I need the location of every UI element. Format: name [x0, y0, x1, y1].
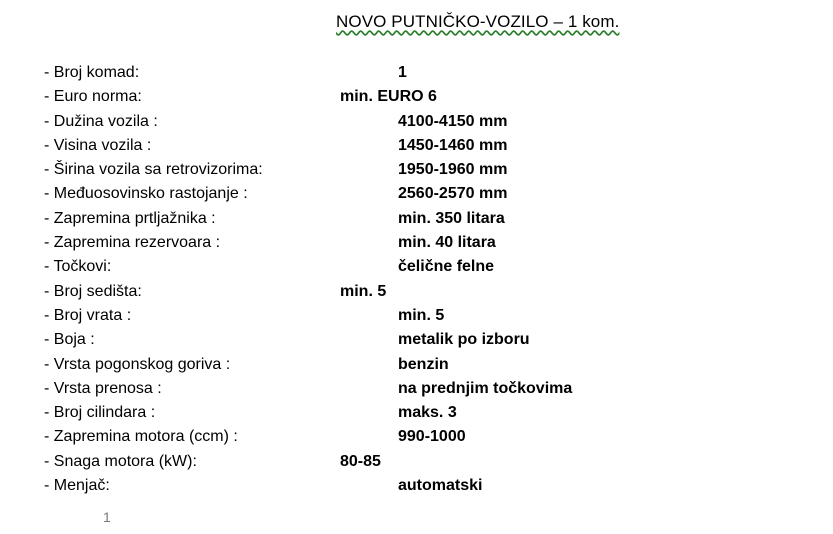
spec-row — [44, 62, 804, 86]
spec-row — [44, 378, 804, 402]
spec-label: - Točkovi: — [44, 258, 112, 276]
spec-value: min. 350 litara — [398, 209, 505, 227]
spec-value: 1450-1460 mm — [398, 136, 508, 154]
spec-value: na prednjim točkovima — [398, 379, 573, 397]
spec-list — [44, 62, 804, 499]
spec-label: - Vrsta prenosa : — [44, 379, 162, 397]
spec-label: - Boja : — [44, 331, 95, 349]
page-number: 1 — [103, 509, 111, 525]
spec-value: min. 5 — [398, 306, 445, 324]
spec-row — [44, 281, 804, 305]
spec-row — [44, 475, 804, 499]
spec-value: metalik po izboru — [398, 331, 530, 349]
spec-value: 4100-4150 mm — [398, 112, 508, 130]
spec-row — [44, 183, 804, 207]
spec-row — [44, 135, 804, 159]
spec-row — [44, 354, 804, 378]
spec-label: - Međuosovinsko rastojanje : — [44, 185, 248, 203]
spec-value: čelične felne — [398, 258, 495, 276]
spec-label: - Zapremina motora (ccm) : — [44, 428, 238, 446]
spec-row — [44, 305, 804, 329]
spec-value: 2560-2570 mm — [398, 185, 508, 203]
spec-row — [44, 232, 804, 256]
spec-value: min. 40 litara — [398, 234, 496, 252]
spec-label: - Visina vozila : — [44, 136, 152, 154]
spec-value: 990-1000 — [398, 428, 466, 446]
spec-row — [44, 208, 804, 232]
spec-label: - Broj cilindara : — [44, 404, 156, 422]
spec-value: 1950-1960 mm — [398, 161, 508, 179]
spec-value: benzin — [398, 355, 449, 373]
spec-label: - Vrsta pogonskog goriva : — [44, 355, 231, 373]
spec-value: automatski — [398, 477, 483, 495]
spec-label: - Širina vozila sa retrovizorima: — [44, 161, 263, 179]
spec-value: min. 5 — [340, 282, 387, 300]
spec-row — [44, 426, 804, 450]
spec-label: - Broj sedišta: — [44, 282, 142, 300]
spec-label: - Zapremina rezervoara : — [44, 234, 221, 252]
spec-value: min. EURO 6 — [340, 88, 437, 106]
spec-label: - Broj vrata : — [44, 306, 132, 324]
spec-row — [44, 402, 804, 426]
spec-value: 80-85 — [340, 452, 381, 470]
spec-row — [44, 111, 804, 135]
spec-label: - Zapremina prtljažnika : — [44, 209, 216, 227]
spec-value: maks. 3 — [398, 404, 457, 422]
spec-row — [44, 451, 804, 475]
spec-row — [44, 329, 804, 353]
spec-label: - Menjač: — [44, 477, 110, 495]
spec-label: - Dužina vozila : — [44, 112, 158, 130]
spec-label: - Euro norma: — [44, 88, 142, 106]
spec-row — [44, 159, 804, 183]
spec-label: - Broj komad: — [44, 64, 140, 81]
spec-row — [44, 256, 804, 280]
spec-value: 1 — [398, 64, 407, 81]
spec-row — [44, 86, 804, 110]
document-title: NOVO PUTNIČKO-VOZILO – 1 kom. — [336, 12, 620, 31]
spec-label: - Snaga motora (kW): — [44, 452, 197, 470]
